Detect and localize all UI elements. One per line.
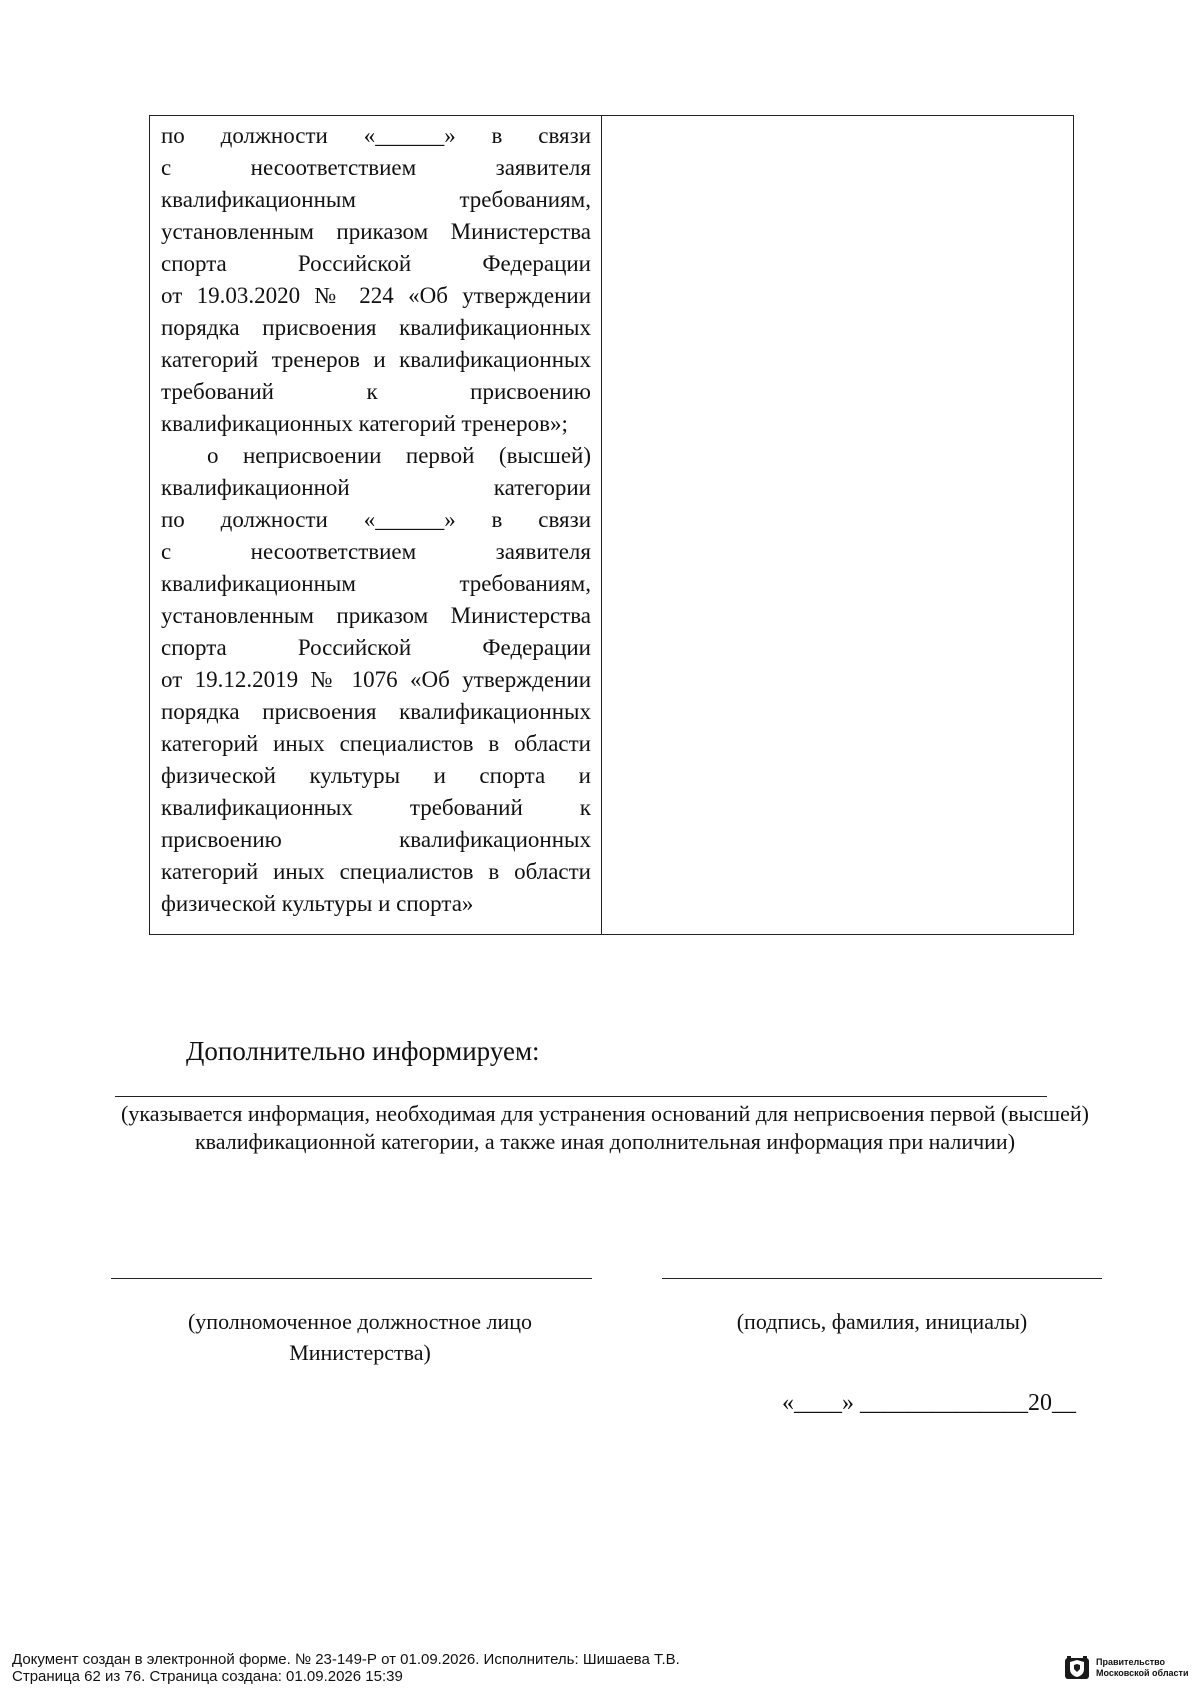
official-caption [140,1306,580,1368]
table-text-line: квалификационных требований к [161,795,591,820]
table-text-line: категорий иных специалистов в области [161,859,591,884]
table-text-line: квалификационных категорий тренеров»; [161,411,568,436]
table-text-line: о неприсвоении первой (высшей) [207,443,591,468]
table-text-line: от 19.03.2020 № 224 «Об утверждении [161,283,591,308]
table-text-line: порядка присвоения квалификационных [161,315,591,340]
table-text-line: по должности «______» в связи [161,507,591,532]
footer-line2: Страница 62 из 76. Страница создана: 01.09.2026 15:39 [12,1668,403,1685]
additional-info-note: (указывается информация, необходимая для устранения оснований для неприсвоения первой (высшей) квалификационной категории, а также иная дополнительная информация при наличии) [121,1101,1089,1154]
table-text-line: квалификационной категории [161,475,591,500]
table-text-line: с несоответствием заявителя [161,539,591,564]
signature-name-line [662,1278,1102,1279]
table-text-line: присвоению квалификационных [161,827,591,852]
table-cell-left [150,116,602,934]
coat-of-arms-icon [1064,1655,1090,1681]
table-text-line: спорта Российской Федерации [161,635,591,660]
official-signature-line [111,1278,592,1279]
document-table [149,115,1074,935]
table-text-line: спорта Российской Федерации [161,251,591,276]
government-logo [1064,1655,1189,1681]
additional-info-rule [115,1096,1047,1097]
date-line: «____» ______________20__ [782,1390,1076,1416]
table-text-line: от 19.12.2019 № 1076 «Об утверждении [161,667,591,692]
official-caption-line2: Министерства) [289,1340,431,1365]
logo-text-line1: Правительство [1096,1657,1166,1667]
table-text-line: установленным приказом Министерства [161,603,591,628]
table-text-line: квалификационным требованиям, [161,187,591,212]
signature-caption: (подпись, фамилия, инициалы) [736,1309,1028,1334]
table-text-line: по должности «______» в связи [161,123,591,148]
table-cell-right [602,116,1073,934]
official-caption-line1: (уполномоченное должностное лицо [187,1309,533,1334]
document-footer [12,1651,680,1685]
table-text-line: порядка присвоения квалификационных [161,699,591,724]
table-text-line: категорий тренеров и квалификационных [161,347,591,372]
table-text-line: категорий иных специалистов в области [161,731,591,756]
table-text-line: с несоответствием заявителя [161,155,591,180]
table-text-line: физической культуры и спорта» [161,891,474,916]
footer-line1: Документ создан в электронной форме. № 23-149-Р от 01.09.2026. Исполнитель: Шишаева Т.В. [12,1651,680,1668]
logo-text-line2: Московской области [1096,1668,1189,1678]
table-text-line: установленным приказом Министерства [161,219,591,244]
table-text-line: требований к присвоению [161,379,591,404]
logo-text [1096,1657,1189,1679]
table-text-line: физической культуры и спорта и [161,763,591,788]
table-text-line: квалификационным требованиям, [161,571,591,596]
additional-info-title: Дополнительно информируем: [186,1036,540,1066]
